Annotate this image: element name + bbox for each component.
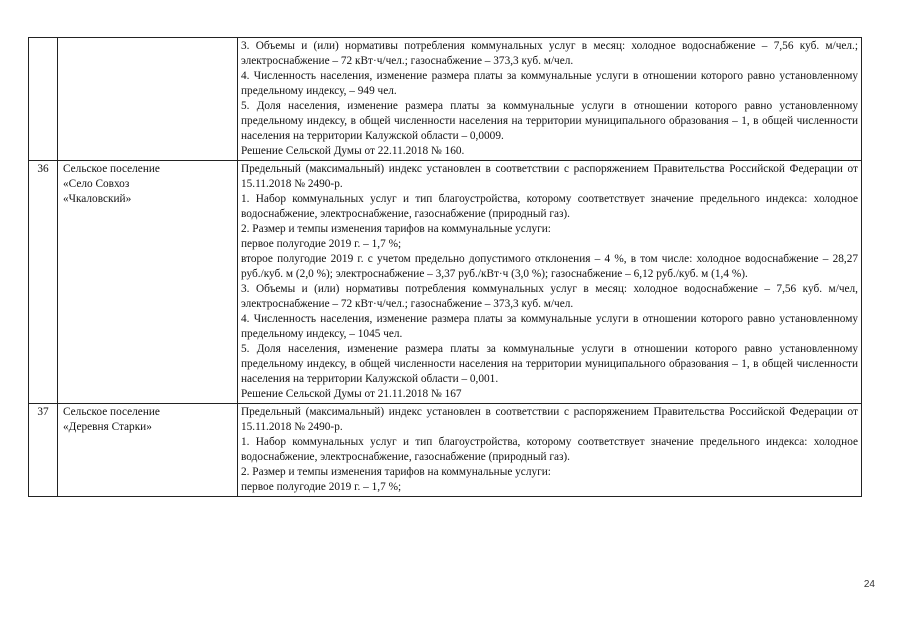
settlement-name-line: Сельское поселение	[63, 406, 160, 418]
row-number-cell: 36	[29, 161, 58, 404]
description-cell	[238, 161, 862, 404]
settlement-name-line: «Деревня Старки»	[63, 421, 152, 433]
settlement-name-cell	[58, 404, 238, 497]
description-paragraph: 4. Численность населения, изменение размера платы за коммунальные услуги в отношении которого равно установленному предельному индексу, – 1045 чел.	[241, 313, 858, 340]
table-row	[29, 38, 862, 161]
settlement-name-cell	[58, 38, 238, 161]
page-number: 24	[863, 579, 875, 590]
settlement-name-cell	[58, 161, 238, 404]
description-paragraph: первое полугодие 2019 г. – 1,7 %;	[241, 238, 402, 250]
table-row	[29, 161, 862, 404]
description-paragraph: 3. Объемы и (или) нормативы потребления коммунальных услуг в месяц: холодное водоснабжение – 7,56 куб. м/чел, электроснабжение – 72 кВт·ч/чел.; газоснабжение – 373,3 куб. м/чел.	[241, 283, 858, 310]
description-paragraph: 3. Объемы и (или) нормативы потребления коммунальных услуг в месяц: холодное водоснабжение – 7,56 куб. м/чел.; электроснабжение – 72 кВт·ч/чел.; газоснабжение – 373,3 куб. м/чел.	[241, 40, 858, 67]
description-paragraph: Предельный (максимальный) индекс установлен в соответствии с распоряжением Правительства Российской Федерации от 15.11.2018 № 2490-р.	[241, 406, 858, 433]
duma-decision: Решение Сельской Думы от 21.11.2018 № 167	[241, 388, 462, 400]
description-paragraph: Предельный (максимальный) индекс установлен в соответствии с распоряжением Правительства Российской Федерации от 15.11.2018 № 2490-р.	[241, 163, 858, 190]
description-paragraph: 5. Доля населения, изменение размера платы за коммунальные услуги в отношении которого равно установленному предельному индексу, в общей численности населения на территории муниципального образования – 1, в общей численности населения на территории Калужской области – 0,001.	[241, 343, 858, 385]
description-cell	[238, 38, 862, 161]
settlement-name-line: «Чкаловский»	[63, 193, 132, 205]
table-body	[29, 38, 862, 497]
description-paragraph: 1. Набор коммунальных услуг и тип благоустройства, которому соответствует значение предельного индекса: холодное водоснабжение, электроснабжение, газоснабжение (природный газ).	[241, 436, 858, 463]
description-cell	[238, 404, 862, 497]
document-table	[28, 37, 862, 497]
settlement-name-line: «Село Совхоз	[63, 178, 130, 190]
table-row	[29, 404, 862, 497]
settlement-name-line: Сельское поселение	[63, 163, 160, 175]
description-paragraph: первое полугодие 2019 г. – 1,7 %;	[241, 481, 402, 493]
description-paragraph: второе полугодие 2019 г. с учетом предельно допустимого отклонения – 4 %, в том числе: холодное водоснабжение – 28,27 руб./куб. м (2,0 %); электроснабжение – 3,37 руб./кВт·ч (3,0 %); газоснабжение – 6,12 руб./куб. м (1,4 %).	[241, 253, 858, 280]
duma-decision: Решение Сельской Думы от 22.11.2018 № 160.	[241, 145, 465, 157]
description-paragraph: 4. Численность населения, изменение размера платы за коммунальные услуги в отношении которого равно установленному предельному индексу, – 949 чел.	[241, 70, 858, 97]
description-paragraph: 1. Набор коммунальных услуг и тип благоустройства, которому соответствует значение предельного индекса: холодное водоснабжение, электроснабжение, газоснабжение (природный газ).	[241, 193, 858, 220]
row-number-cell	[29, 38, 58, 161]
description-paragraph: 2. Размер и темпы изменения тарифов на коммунальные услуги:	[241, 223, 551, 235]
description-paragraph: 2. Размер и темпы изменения тарифов на коммунальные услуги:	[241, 466, 551, 478]
description-paragraph: 5. Доля населения, изменение размера платы за коммунальные услуги в отношении которого равно установленному предельному индексу, в общей численности населения на территории муниципального образования – 1, в общей численности населения на территории Калужской области – 0,0009.	[241, 100, 858, 142]
row-number-cell: 37	[29, 404, 58, 497]
